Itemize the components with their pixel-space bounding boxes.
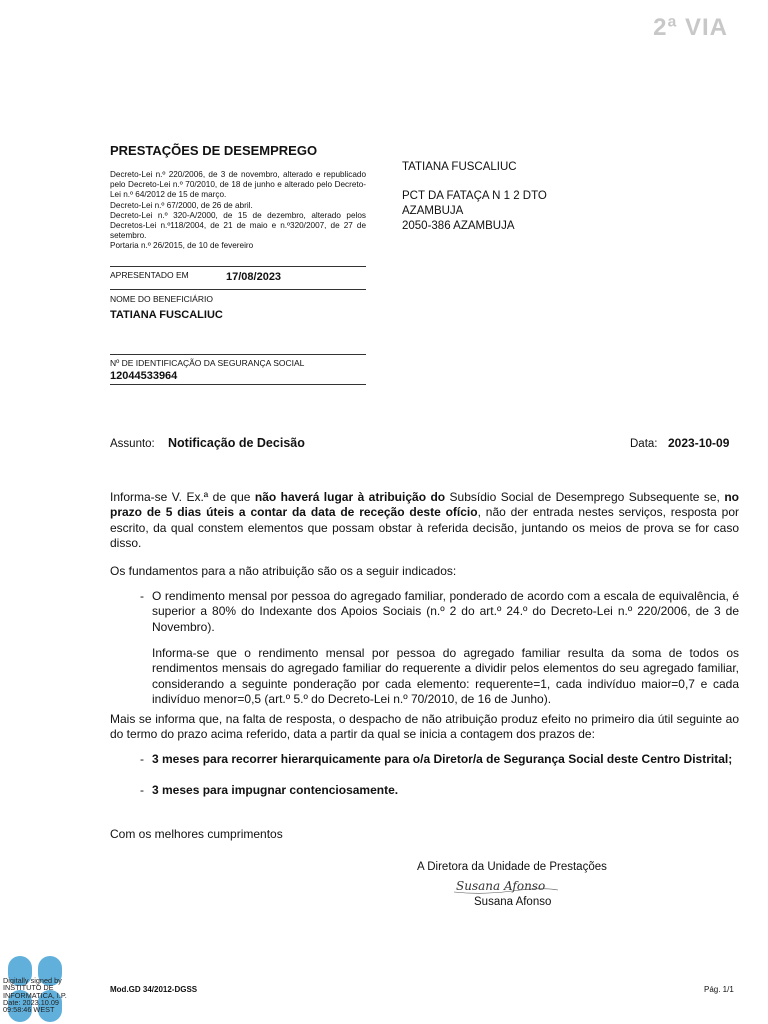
signature-line: INSTITUTO DE <box>3 983 54 993</box>
signature-line: Digitally signed by <box>3 976 62 985</box>
paragraph-grounds: Os fundamentos para a não atribuição são os a seguir indicados: <box>110 564 457 578</box>
recipient-locality: AZAMBUJA <box>402 205 464 217</box>
signature-script: Susana Afonso <box>456 879 546 893</box>
text-run-bold: no prazo de 5 dias úteis a contar da data de receção deste ofício <box>110 490 739 520</box>
list-item <box>140 783 739 798</box>
subject-value: Notificação de Decisão <box>168 436 305 450</box>
paragraph-calculation: Informa-se que o rendimento mensal por pessoa do agregado familiar resulta da soma de todos os rendimentos mensais do agregado familiar do requerente a dividir pelos elementos do seu agregado familiar, considerando a seguinte ponderação por cada elemento: requerente=1, cada indivíduo maior=0,7 e cada indivíduo menor=0,5 (art.º 5.º do Decreto-Lei n.º 70/2010, de 16 de Junho). <box>152 646 739 706</box>
bullet-text: 3 meses para impugnar contenciosamente. <box>152 783 399 797</box>
legal-ref: Decreto-Lei n.º 320-A/2000, de 15 de dezembro, alterado pelos Decretos-Lei n.º118/2004, de 21 de maio e n.º320/2007, de 27 de setembro. <box>110 210 366 241</box>
list-item <box>140 589 739 635</box>
list-item <box>140 752 739 767</box>
divider <box>110 266 366 267</box>
paragraph-deadlines: Mais se informa que, na falta de resposta, o despacho de não atribuição produz efeito no primeiro dia útil seguinte ao do termo do prazo acima referido, data a partir da qual se inicia a contagem dos prazos de: <box>110 712 739 742</box>
bullet-text: O rendimento mensal por pessoa do agregado familiar, ponderado de acordo com a escala de equivalência, é superior a 80% do Indexante dos Apoios Sociais (n.º 2 do art.º 24.º do Decreto-Lei n.º 220/2006, de 3 de Novembro). <box>152 589 739 634</box>
handwritten-signature <box>452 874 562 896</box>
presented-label: APRESENTADO EM <box>110 270 189 280</box>
signature-line: Date: 2023.10.09 <box>3 997 59 1007</box>
legal-ref: Decreto-Lei n.º 67/2000, de 26 de abril. <box>110 200 253 210</box>
text-run: Informa-se V. Ex.ª de que <box>110 490 255 504</box>
copy-mark: 2ª VIA <box>653 14 728 41</box>
document-title: PRESTAÇÕES DE DESEMPREGO <box>110 143 318 158</box>
page-number: Pág. 1/1 <box>704 985 734 994</box>
recipient-name: TATIANA FUSCALIUC <box>402 161 517 173</box>
beneficiary-name: TATIANA FUSCALIUC <box>110 309 223 321</box>
beneficiary-label: NOME DO BENEFICIÁRIO <box>110 294 213 304</box>
bullet-dash: - <box>140 589 144 603</box>
recipient-street: PCT DA FATAÇA N 1 2 DTO <box>402 190 547 202</box>
signature-line: INFORMATICA, I.P. <box>3 990 67 1000</box>
bullet-dash: - <box>140 783 144 797</box>
ss-id-label: Nº DE IDENTIFICAÇÃO DA SEGURANÇA SOCIAL <box>110 358 305 368</box>
closing-text: Com os melhores cumprimentos <box>110 827 283 841</box>
form-model: Mod.GD 34/2012-DGSS <box>110 985 198 994</box>
bullet-text: 3 meses para recorrer hierarquicamente para o/a Diretor/a de Segurança Social deste Centro Distrital; <box>152 752 733 766</box>
recipient-postal: 2050-386 AZAMBUJA <box>402 220 515 232</box>
legal-ref: Portaria n.º 26/2015, de 10 de fevereiro <box>110 241 254 251</box>
subject-label: Assunto: <box>110 438 155 450</box>
signatory-name: Susana Afonso <box>474 896 552 908</box>
legal-ref: Decreto-Lei n.º 220/2006, de 3 de novembro, alterado e republicado pelo Decreto-Lei n.º 70/2010, de 18 de junho e alterado pelo Decreto-Lei n.º 64/2012 de 15 de março. <box>110 170 366 200</box>
presented-date: 17/08/2023 <box>226 271 282 283</box>
divider <box>110 384 366 385</box>
signature-line: 09:58:46 WEST <box>3 1005 55 1015</box>
legal-references <box>110 170 366 252</box>
bullet-dash: - <box>140 752 144 766</box>
divider <box>110 354 366 355</box>
divider <box>110 289 366 290</box>
paragraph-intro <box>110 490 739 551</box>
text-run: , não der entrada nestes serviços, resposta por escrito, da qual constem elementos que possam obstar à referida decisão, juntando os meios de prova se for caso disso. <box>110 505 740 550</box>
date-value: 2023-10-09 <box>668 436 730 450</box>
signatory-title: A Diretora da Unidade de Prestações <box>417 861 607 873</box>
text-run: Subsídio Social de Desemprego Subsequente se, <box>445 490 725 504</box>
digital-signature-text <box>3 977 75 1013</box>
recipient-address <box>402 160 547 234</box>
date-label: Data: <box>630 438 658 450</box>
ss-id-number: 12044533964 <box>110 370 178 382</box>
text-run-bold: não haverá lugar à atribuição do <box>254 490 446 504</box>
